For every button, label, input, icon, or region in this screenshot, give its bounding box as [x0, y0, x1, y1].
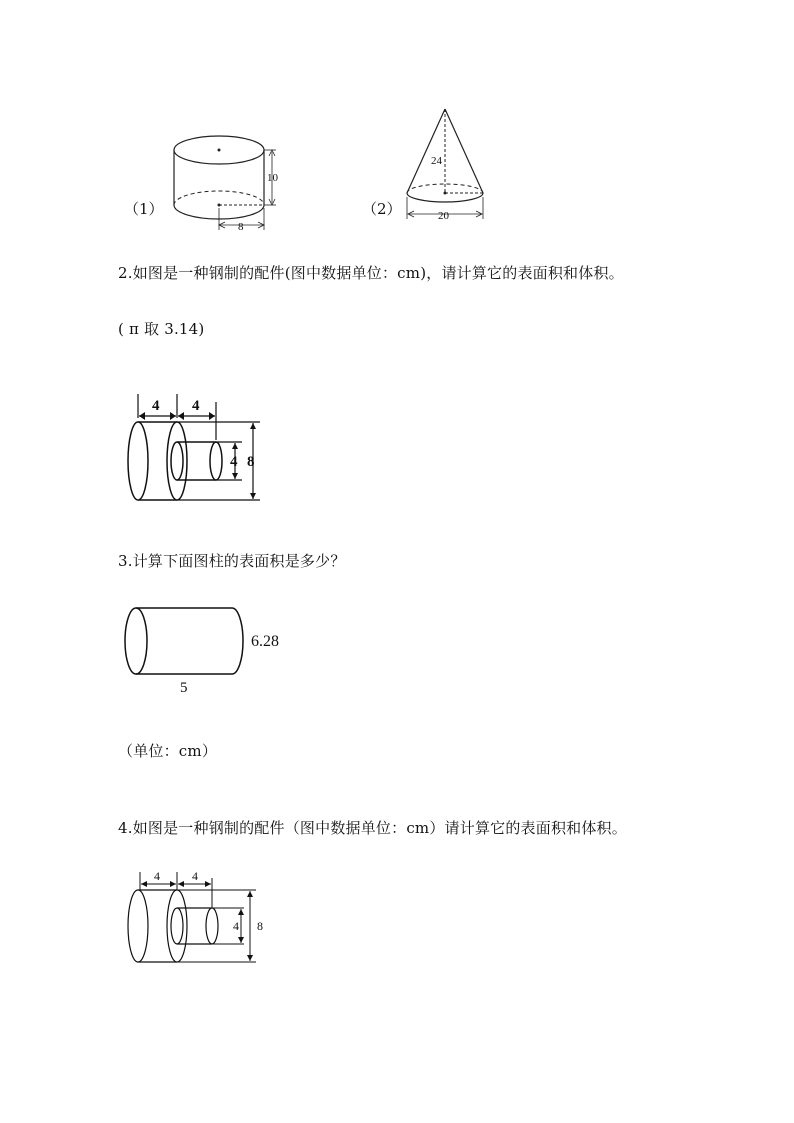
cylinder-figure-problem-3: [118, 600, 298, 700]
problem-4-question: 4.如图是一种钢制的配件（图中数据单位：cm）请计算它的表面积和体积。: [118, 819, 627, 837]
problem-2-question: 2.如图是一种钢制的配件(图中数据单位：cm)，请计算它的表面积和体积。: [118, 264, 624, 282]
cone-figure-2: [400, 104, 500, 229]
problem-2-length-2: 4: [192, 398, 200, 414]
figure-1-height: 10: [267, 172, 278, 184]
problem-2-small-diameter: 4: [230, 454, 238, 470]
cylinder-figure-1: [160, 128, 320, 238]
figure-2-slant: 24: [431, 155, 442, 167]
figure-2-label: （2）: [362, 200, 402, 218]
figure-2-diameter: 20: [438, 210, 449, 222]
steel-part-figure-problem-4: [120, 866, 280, 970]
problem-2-pi-note: ( π 取 3.14): [118, 320, 205, 338]
figure-1-radius: 8: [238, 221, 244, 233]
problem-2-large-diameter: 8: [247, 454, 255, 470]
figure-1-label: （1）: [124, 200, 164, 218]
steel-part-figure-problem-2: [120, 390, 280, 505]
problem-4-length-2: 4: [192, 869, 198, 883]
problem-4-large-diameter: 8: [257, 919, 263, 933]
problem-3-unit-note: （单位：cm）: [118, 742, 218, 760]
problem-3-question: 3.计算下面图柱的表面积是多少？: [118, 552, 346, 570]
problem-3-length: 5: [180, 680, 188, 696]
problem-4-length-1: 4: [154, 869, 160, 883]
problem-4-small-diameter: 4: [233, 919, 239, 933]
problem-3-circumference: 6.28: [251, 633, 279, 650]
problem-2-length-1: 4: [152, 398, 160, 414]
